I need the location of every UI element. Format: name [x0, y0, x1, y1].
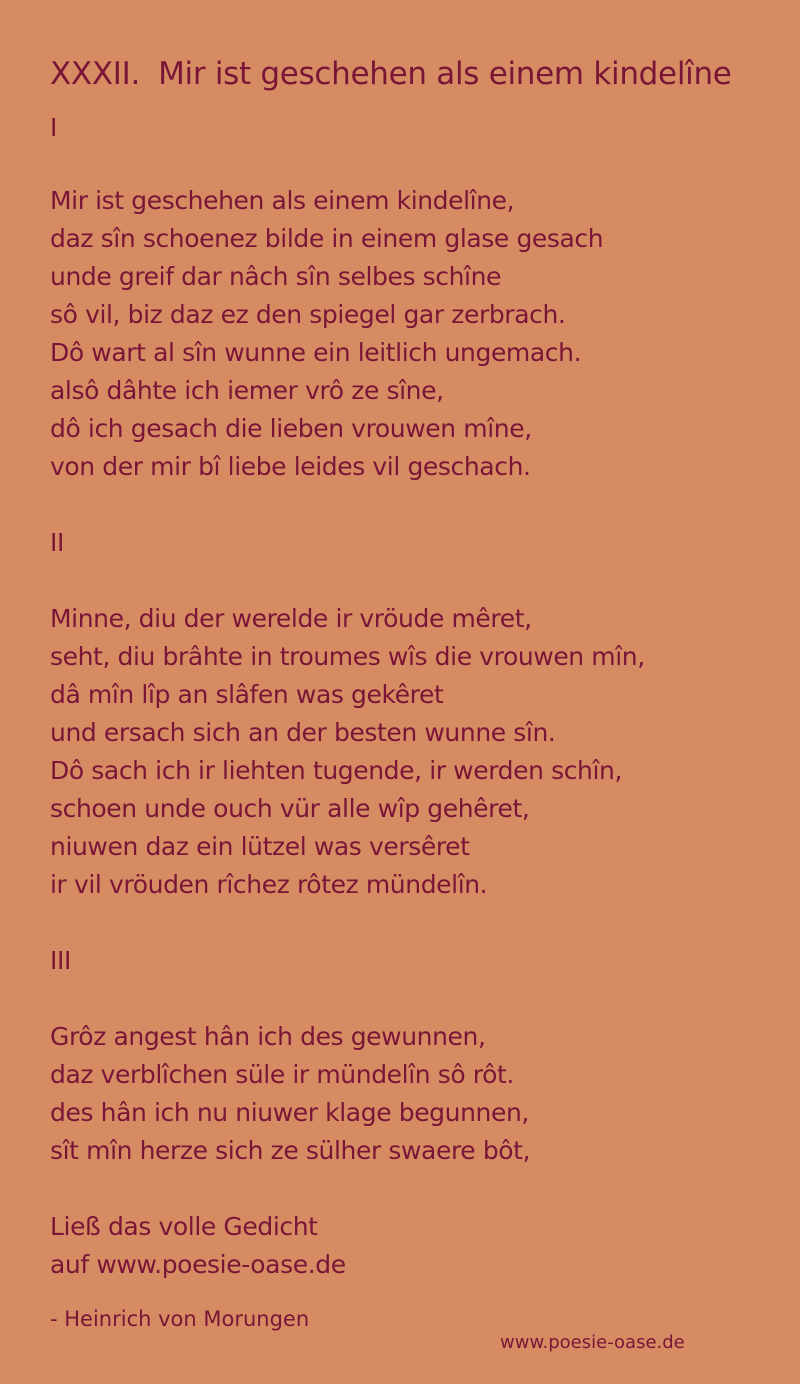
stanza-1-line-6: alsô dâhte ich iemer vrô ze sîne,: [50, 376, 444, 405]
section-numeral-1: I: [50, 113, 57, 142]
stanza-3-line-3: des hân ich nu niuwer klage begunnen,: [50, 1098, 529, 1127]
stanza-2-line-3: dâ mîn lîp an slâfen was gekêret: [50, 680, 444, 709]
poem-title: [50, 52, 770, 96]
stanza-1-line-3: unde greif dar nâch sîn selbes schîne: [50, 262, 501, 291]
stanza-2-line-4: und ersach sich an der besten wunne sîn.: [50, 718, 556, 747]
stanza-2-line-5: Dô sach ich ir liehten tugende, ir werden schîn,: [50, 756, 623, 785]
stanza-1-line-5: Dô wart al sîn wunne ein leitlich ungemach.: [50, 338, 582, 367]
section-numeral-3: III: [50, 946, 71, 975]
stanza-1-line-1: Mir ist geschehen als einem kindelîne,: [50, 186, 515, 215]
author-credit: - Heinrich von Morungen: [50, 1307, 310, 1331]
stanza-2-line-1: Minne, diu der werelde ir vröude mêret,: [50, 604, 532, 633]
cta-line-1: Ließ das volle Gedicht: [50, 1212, 318, 1241]
poem-number: XXXII.: [50, 56, 141, 92]
stanza-2-line-6: schoen unde ouch vür alle wîp gehêret,: [50, 794, 530, 823]
stanza-1-line-4: sô vil, biz daz ez den spiegel gar zerbrach.: [50, 300, 566, 329]
section-numeral-2: II: [50, 528, 64, 557]
stanza-3-line-1: Grôz angest hân ich des gewunnen,: [50, 1022, 486, 1051]
site-watermark: www.poesie-oase.de: [500, 1332, 685, 1353]
stanza-1-line-8: von der mir bî liebe leides vil geschach.: [50, 452, 531, 481]
stanza-1-line-7: dô ich gesach die lieben vrouwen mîne,: [50, 414, 532, 443]
stanza-3-line-4: sît mîn herze sich ze sülher swaere bôt,: [50, 1136, 531, 1165]
stanza-2-line-2: seht, diu brâhte in troumes wîs die vrouwen mîn,: [50, 642, 645, 671]
poem-title-text: Mir ist geschehen als einem kindelîne: [158, 56, 732, 92]
stanza-2-line-8: ir vil vröuden rîchez rôtez mündelîn.: [50, 870, 488, 899]
cta-line-2: auf www.poesie-oase.de: [50, 1250, 346, 1279]
stanza-3-line-2: daz verblîchen süle ir mündelîn sô rôt.: [50, 1060, 514, 1089]
stanza-2-line-7: niuwen daz ein lützel was versêret: [50, 832, 470, 861]
stanza-1-line-2: daz sîn schoenez bilde in einem glase gesach: [50, 224, 604, 253]
